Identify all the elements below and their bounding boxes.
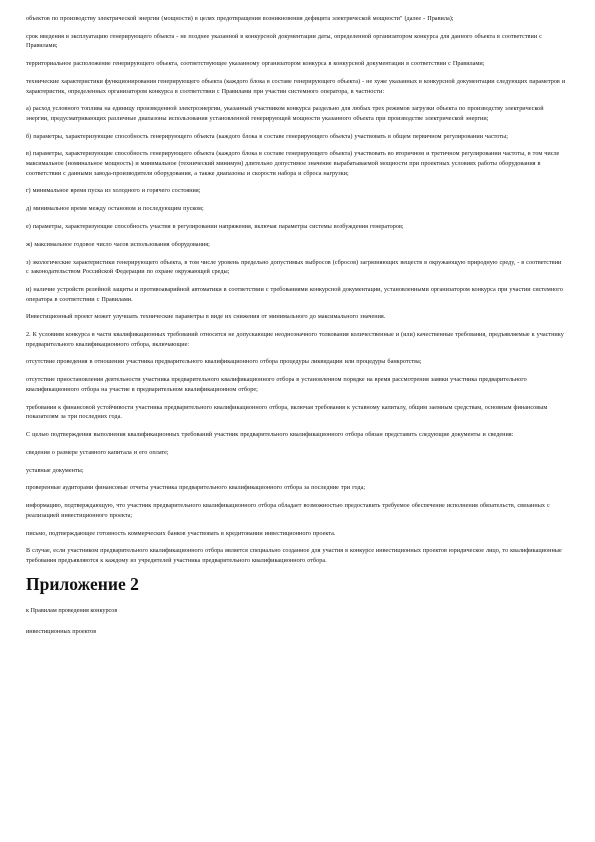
paragraph-security-info: информацию, подтверждающую, что участник предварительного квалификационного отбора обладает возможностью предоставить требуемое обеспечение исполнения обязательств, связанных с реализацией инвестиционного проекта; xyxy=(26,502,550,519)
paragraph-capital-info: сведения о размере уставного капитала и его оплате; xyxy=(26,448,169,456)
paragraph-no-suspension: отсутствие приостановления деятельности участника предварительного квалификационного отбора в установленном порядке на время рассмотрения заявки участника предварительного квалификационного отбора на участие в предварительном квалификационном отборе; xyxy=(26,376,527,393)
paragraph-qualification-conditions: 2. К условиям конкурса в части квалификационных требований относятся не допускающие неоднозначного толкования количественные и (или) качественные требования, предъявляемые к участнику предварительного квалификационного отбора, включающие: xyxy=(26,331,564,348)
appendix-title: Приложение 2 xyxy=(26,573,139,594)
paragraph-item-v: в) параметры, характеризующие способность генерирующего объекта (каждого блока в составе генерирующего объекта) участвовать во вторичном и третичном регулировании частоты, в том числе максимальное (номинальное мощность) и минимальное (технический минимум) длительно допустимое значение вырабатываемой мощности при проектных условиях работы оборудования в соответствии с данными завода-производителя оборудования, а также диапазоны и скорости набора и сброса нагрузки; xyxy=(26,150,560,177)
paragraph-bank-letter: письмо, подтверждающее готовность коммерческих банков участвовать в кредитовании инвестиционного проекта. xyxy=(26,529,336,537)
appendix-subtitle-line2: инвестиционных проектов xyxy=(26,627,97,635)
paragraph-item-zh: ж) максимальное годовое число часов использования оборудования; xyxy=(26,240,210,248)
document-page xyxy=(26,14,566,648)
paragraph-item-g: г) минимальное время пуска из холодного и горячего состояния; xyxy=(26,187,201,195)
paragraph-technical-characteristics: технические характеристики функционирования генерирующего объекта (каждого блока в составе генерирующего объекта) - не хуже указанных в конкурсной документации следующих параметров и характеристик, определенных организатором конкурса в соответствии с Правилами при участии системного оператора, в частности: xyxy=(26,77,566,95)
paragraph-documents-required: С целью подтверждения выполнения квалификационных требований участник предварительного квалификационного отбора обязан представить следующие документы и сведения: xyxy=(26,431,514,438)
paragraph-commissioning-date: срок введения в эксплуатацию генерирующего объекта - не позднее указанной в конкурсной документации даты, определенной организатором конкурса для данного объекта в соответствии с Правилами; xyxy=(26,32,542,50)
paragraph-item-i: и) наличие устройств релейной защиты и противоаварийной автоматики в соответствии с требованиями конкурсной документации, установленными организатором конкурса при участии системного оператора в соответствии с Правилами. xyxy=(26,285,563,303)
paragraph-item-d: д) минимальное время между остановом и последующим пуском; xyxy=(26,205,204,213)
paragraph-item-e: е) параметры, характеризующие способность участия в регулировании напряжения, включая параметры системы возбуждения генераторов; xyxy=(26,223,404,230)
paragraph-charter-docs: уставные документы; xyxy=(26,466,84,474)
paragraph-investment-project: Инвестиционный проект может улучшать технические параметры в виде их снижения от минимального до максимального значения. xyxy=(26,313,386,321)
paragraph-rules-ref: объектов по производству электрической энергии (мощности) в целях предотвращения возникновения дефицита электрической мощности" (далее - Правила); xyxy=(26,15,454,22)
paragraph-financial-stability: требования к финансовой устойчивости участника предварительного квалификационного отбора, включая требования к уставному капиталу, общим заемным средствам, основным финансовым показателям за три последних года. xyxy=(26,403,548,421)
appendix-subtitle-line1: к Правилам проведения конкурсов xyxy=(26,606,118,614)
paragraph-item-b: б) параметры, характеризующие способность генерирующего объекта (каждого блока в составе генерирующего объекта) участвовать в общем первичном регулировании частоты; xyxy=(26,132,508,140)
paragraph-item-z: з) экологические характеристики генерирующего объекта, в том числе уровень предельно допустимых выбросов (сбросов) загрязняющих веществ в окружающую природную среду, - в соответствии с законодательством Российской Федерации по охране окружающей среды; xyxy=(26,258,562,276)
paragraph-item-a: а) расход условного топлива на единицу произведенной электроэнергии, указанный участником конкурса раздельно для любых трех режимов загрузки объекта по производству электрической энергии, предусматривающих различные диапазоны использования установленной генерирующей мощности указанного объекта при производстве электрической энергии; xyxy=(26,105,544,122)
paragraph-no-liquidation: отсутствие проведения в отношении участника предварительного квалификационного отбора процедуры ликвидации или процедуры банкротства; xyxy=(26,358,422,366)
paragraph-audited-reports: проверенные аудиторами финансовые отчеты участника предварительного квалификационного отбора за последние три года; xyxy=(26,484,366,492)
paragraph-special-entity: В случае, если участником предварительного квалификационного отбора является специально созданное для участия в конкурсе инвестиционных проектов юридическое лицо, то квалификационные требования предъявляются к каждому из учредителей участника предварительного квалификационного отбора. xyxy=(26,547,562,564)
paragraph-location: территориальное расположение генерирующего объекта, соответствующее указанному организатором конкурса в конкурсной документации в соответствии с Правилами; xyxy=(26,60,485,68)
